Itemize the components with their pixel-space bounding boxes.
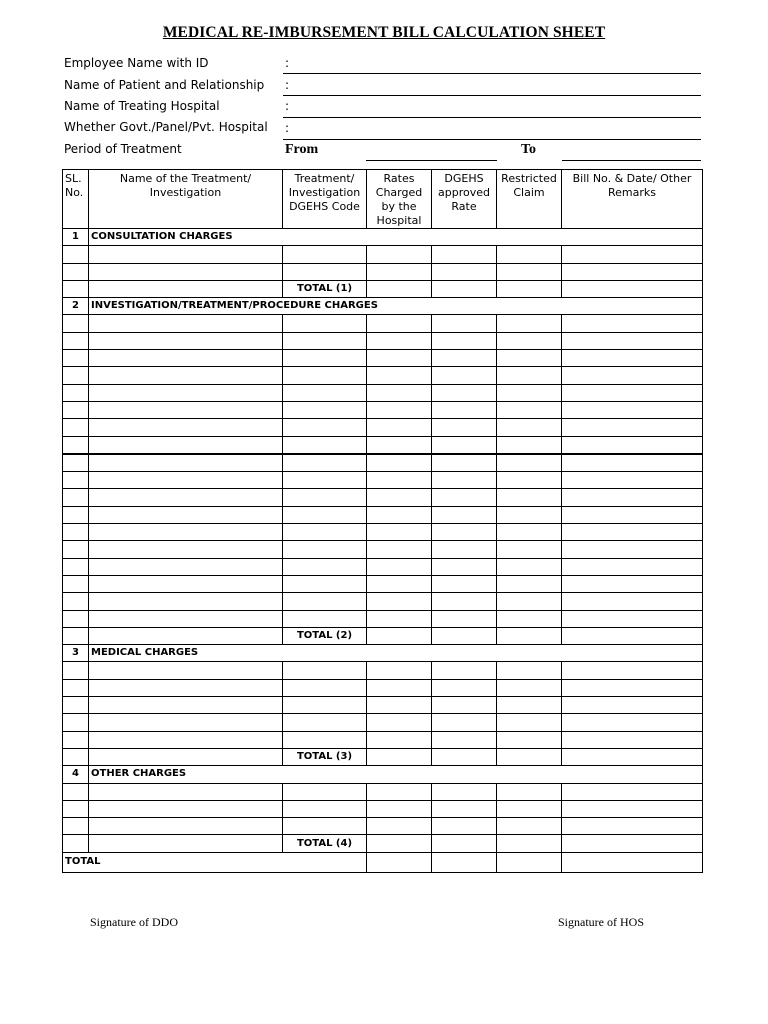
header-sl-no: SL. No. [63, 170, 89, 229]
total-row [63, 280, 703, 297]
table-row[interactable] [63, 332, 703, 349]
table-row[interactable] [63, 315, 703, 332]
section-number: 2 [63, 298, 89, 315]
table-row[interactable] [63, 558, 703, 575]
section-number: 4 [63, 766, 89, 783]
hospital-type-field[interactable] [283, 139, 701, 140]
table-row[interactable] [63, 800, 703, 817]
section-title: CONSULTATION CHARGES [89, 229, 703, 246]
table-row[interactable] [63, 384, 703, 401]
table-row[interactable] [63, 506, 703, 523]
table-row[interactable] [63, 367, 703, 384]
section-title: INVESTIGATION/TREATMENT/PROCEDURE CHARGES [89, 298, 703, 315]
section-title: OTHER CHARGES [89, 766, 703, 783]
bill-calculation-table [62, 169, 703, 873]
table-row[interactable] [63, 246, 703, 263]
table-row[interactable] [63, 575, 703, 592]
employee-name-field[interactable] [283, 73, 701, 74]
employee-name-label: Employee Name with ID [64, 56, 209, 70]
header-dgehs-code: Treatment/ Investigation DGEHS Code [283, 170, 367, 229]
table-row[interactable] [63, 419, 703, 436]
table-row[interactable] [63, 697, 703, 714]
table-row[interactable] [63, 593, 703, 610]
header-treatment-name: Name of the Treatment/ Investigation [89, 170, 283, 229]
hos-signature-label: Signature of HOS [558, 915, 644, 929]
table-row[interactable] [63, 679, 703, 696]
table-row[interactable] [63, 610, 703, 627]
table-row[interactable] [63, 436, 703, 454]
ddo-signature-label: Signature of DDO [90, 915, 178, 929]
table-row[interactable] [63, 263, 703, 280]
total-row [63, 627, 703, 644]
treatment-period-label: Period of Treatment [64, 142, 182, 156]
page-title: MEDICAL RE-IMBURSEMENT BILL CALCULATION SHEET [162, 24, 606, 41]
section-number: 3 [63, 645, 89, 662]
hospital-type-label: Whether Govt./Panel/Pvt. Hospital [64, 120, 268, 134]
table-row[interactable] [63, 714, 703, 731]
section-total-label: TOTAL (2) [283, 627, 367, 644]
period-to-label: To [521, 142, 537, 157]
table-row[interactable] [63, 472, 703, 489]
section-number: 1 [63, 229, 89, 246]
section-title: MEDICAL CHARGES [89, 645, 703, 662]
table-header-row [63, 170, 703, 229]
header-approved-rate: DGEHS approved Rate [432, 170, 497, 229]
table-row[interactable] [63, 541, 703, 558]
section-total-label: TOTAL (1) [283, 280, 367, 297]
header-restricted-claim: Restricted Claim [497, 170, 562, 229]
employee-name-colon: : [285, 56, 290, 70]
grand-total-label: TOTAL [63, 852, 367, 872]
header-rates-charged: Rates Charged by the Hospital [367, 170, 432, 229]
hospital-name-colon: : [285, 99, 290, 113]
section-total-label: TOTAL (4) [283, 835, 367, 852]
table-row[interactable] [63, 818, 703, 835]
period-to-field[interactable] [562, 160, 701, 161]
table-row[interactable] [63, 783, 703, 800]
header-bill-remarks: Bill No. & Date/ Other Remarks [562, 170, 703, 229]
table-row[interactable] [63, 401, 703, 418]
table-row[interactable] [63, 524, 703, 541]
table-row[interactable] [63, 454, 703, 472]
hospital-name-field[interactable] [283, 117, 701, 118]
table-row[interactable] [63, 350, 703, 367]
grand-total-row [63, 852, 703, 872]
section-header-row [63, 298, 703, 315]
patient-name-field[interactable] [283, 95, 701, 96]
total-row [63, 835, 703, 852]
section-header-row [63, 645, 703, 662]
section-total-label: TOTAL (3) [283, 748, 367, 765]
patient-name-label: Name of Patient and Relationship [64, 78, 265, 92]
table-row[interactable] [63, 731, 703, 748]
patient-name-colon: : [285, 78, 290, 92]
section-header-row [63, 229, 703, 246]
period-from-label: From [285, 142, 319, 157]
hospital-name-label: Name of Treating Hospital [64, 99, 220, 113]
total-row [63, 748, 703, 765]
table-row[interactable] [63, 489, 703, 506]
hospital-type-colon: : [285, 121, 290, 135]
table-row[interactable] [63, 662, 703, 679]
period-from-field[interactable] [366, 160, 497, 161]
section-header-row [63, 766, 703, 783]
